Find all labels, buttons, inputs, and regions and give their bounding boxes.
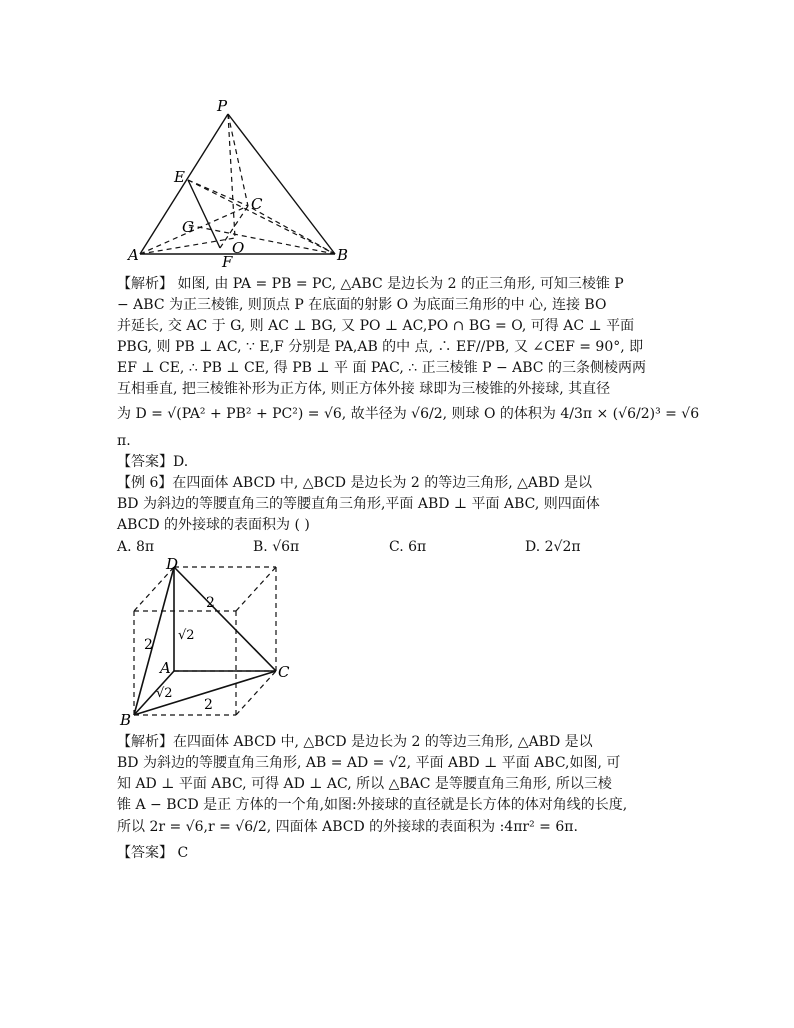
edge-label-1: 2 xyxy=(206,595,215,611)
example6-line-1: 【例 6】在四面体 ABCD 中, △BCD 是边长为 2 的等边三角形, △ABD 是以 xyxy=(117,475,593,491)
option-d: D. 2√2π xyxy=(525,539,581,555)
solution2-line-1: 【解析】在四面体 ABCD 中, △BCD 是边长为 2 的等边三角形, △ABD 是以 xyxy=(117,734,593,750)
solution1-line-7: 为 D = √(PA² + PB² + PC²) = √6, 故半径为 √6/2, 则球 O 的体积为 4/3π × (√6/2)³ = √6 xyxy=(117,406,700,422)
label-C2: C xyxy=(278,663,290,681)
solution1-line-5: EF ⊥ CE, ∴ PB ⊥ CE, 得 PB ⊥ 平 面 PAC, ∴ 正三棱锥 P − ABC 的三条侧棱两两 xyxy=(117,360,646,376)
solution1-line-6: 互相垂直, 把三棱锥补形为正方体, 则正方体外接 球即为三棱锥的外接球, 其直径 xyxy=(117,381,611,397)
label-P: P xyxy=(217,98,228,115)
solution2-line-3: 知 AD ⊥ 平面 ABC, 可得 AD ⊥ AC, 所以 △BAC 是等腰直角三角形, 所以三棱 xyxy=(117,776,612,792)
edge-label-3: √2 xyxy=(178,628,195,643)
solution1-line-3: 并延长, 交 AC 于 G, 则 AC ⊥ BG, 又 PO ⊥ AC,PO ∩ BG = O, 可得 AC ⊥ 平面 xyxy=(117,318,635,334)
label-B2: B xyxy=(120,711,132,727)
label-D: D xyxy=(166,557,179,573)
edge-label-2: 2 xyxy=(144,637,153,653)
solution1-line-4: PBG, 则 PB ⊥ AC, ∵ E,F 分别是 PA,AB 的中 点, ∴ EF//PB, 又 ∠CEF = 90°, 即 xyxy=(117,339,644,355)
label-F: F xyxy=(222,253,233,268)
label-E: E xyxy=(174,168,185,186)
solution1-line-8: π. xyxy=(117,433,131,449)
label-A: A xyxy=(128,246,139,264)
example6-line-3: ABCD 的外接球的表面积为 ( ) xyxy=(117,517,310,533)
solution2-answer: 【答案】 C xyxy=(117,845,189,861)
solution1-line-2: − ABC 为正三棱锥, 则顶点 P 在底面的射影 O 为底面三角形的中 心, 连接 BO xyxy=(117,297,607,313)
figure-cube xyxy=(118,557,298,727)
solution2-line-5: 所以 2r = √6,r = √6/2, 四面体 ABCD 的外接球的表面积为 :4πr² = 6π. xyxy=(117,819,578,835)
option-a: A. 8π xyxy=(117,539,155,555)
example6-line-2: BD 为斜边的等腰直角三的等腰直角三角形,平面 ABD ⊥ 平面 ABC, 则四面体 xyxy=(117,496,600,512)
label-B: B xyxy=(337,246,349,264)
label-O: O xyxy=(232,239,245,257)
label-G: G xyxy=(182,218,194,236)
edge-label-4: √2 xyxy=(156,686,173,701)
figure-pyramid xyxy=(120,98,360,268)
solution1-line-1: 【解析】 如图, 由 PA = PB = PC, △ABC 是边长为 2 的正三角形, 可知三棱锥 P xyxy=(117,276,624,292)
solution2-line-2: BD 为斜边的等腰直角三角形, AB = AD = √2, 平面 ABD ⊥ 平面 ABC,如图, 可 xyxy=(117,755,621,771)
option-c: C. 6π xyxy=(389,539,427,555)
label-C: C xyxy=(251,195,263,213)
option-b: B. √6π xyxy=(253,539,300,555)
label-A2: A xyxy=(160,659,171,677)
solution2-line-4: 锥 A − BCD 是正 方体的一个角,如图:外接球的直径就是长方体的体对角线的长度, xyxy=(117,797,628,813)
edge-label-5: 2 xyxy=(204,697,213,713)
solution1-answer: 【答案】D. xyxy=(117,454,189,470)
